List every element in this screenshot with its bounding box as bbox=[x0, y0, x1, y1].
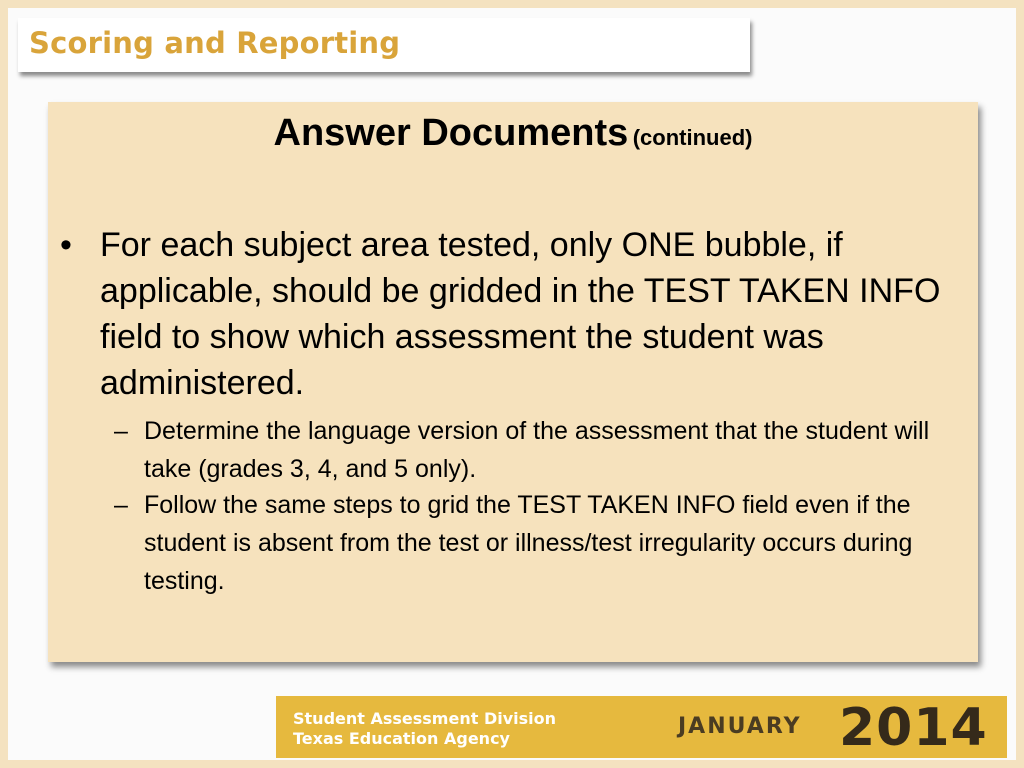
bullet-text: For each subject area tested, only ONE bubble, if applicable, should be gridded in the TEST TAKEN INFO field to show which assessment the student was administered. bbox=[100, 226, 941, 402]
sub-marker: – bbox=[114, 417, 128, 445]
footer-year: 2014 bbox=[839, 698, 988, 758]
footer-banner bbox=[276, 696, 1007, 758]
footer-org-line-1: Student Assessment Division bbox=[293, 709, 557, 728]
heading-main: Answer Documents bbox=[273, 112, 629, 154]
footer-organization bbox=[293, 709, 556, 749]
content-heading bbox=[48, 112, 978, 155]
sub-item-text: Follow the same steps to grid the TEST TAKEN INFO field even if the student is absent from the test or illness/test irregularity occurs during testing. bbox=[144, 491, 913, 595]
title-banner bbox=[18, 18, 750, 72]
heading-suffix: (continued) bbox=[632, 125, 753, 150]
sub-marker: – bbox=[114, 491, 128, 519]
sub-item-text: Determine the language version of the assessment that the student will take (grades 3, 4, and 5 only). bbox=[144, 417, 930, 483]
footer-org-line-2: Texas Education Agency bbox=[293, 729, 510, 748]
footer-month: JANUARY bbox=[678, 714, 802, 739]
bullet-marker: • bbox=[60, 226, 72, 264]
slide-title: Scoring and Reporting bbox=[29, 26, 401, 60]
content-box bbox=[48, 102, 978, 662]
